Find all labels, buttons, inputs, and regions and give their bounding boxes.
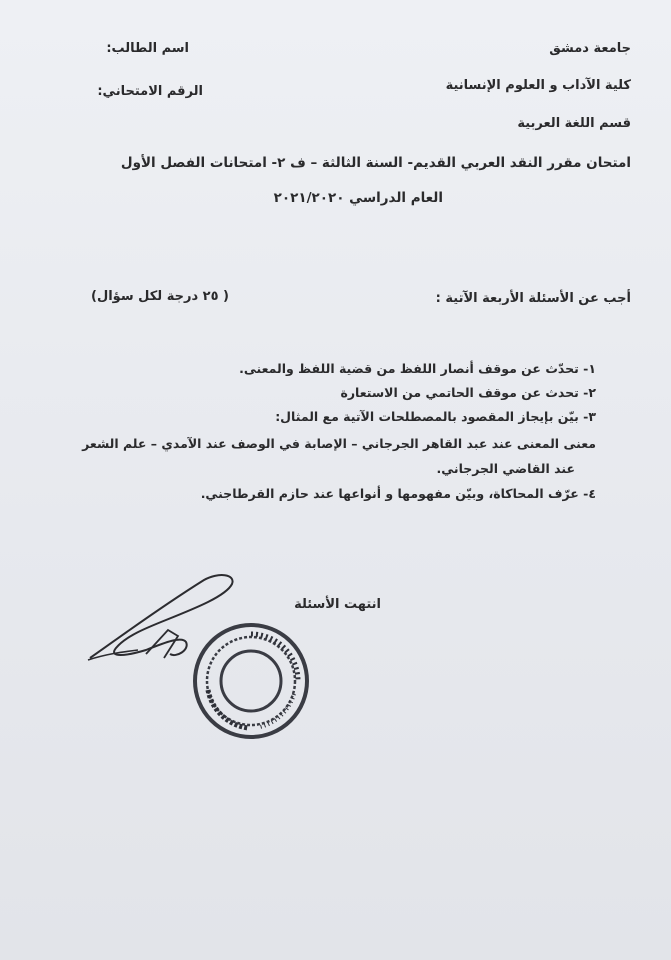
question-1: ١- تحدّث عن موقف أنصار اللفظ من قضية اللفظ والمعنى.: [239, 361, 596, 376]
question-2: ٢- تحدث عن موقف الحاتمي من الاستعارة: [340, 385, 596, 400]
department-name: قسم اللغة العربية: [517, 116, 631, 131]
university-name: جامعة دمشق: [549, 41, 631, 56]
exam-title: امتحان مقرر النقد العربي القديم- السنة الثالثة – ف ٢- امتحانات الفصل الأول: [120, 155, 631, 171]
faculty-name: كلية الآداب و العلوم الإنسانية: [445, 78, 631, 93]
student-name-label: اسم الطالب:: [106, 41, 189, 56]
end-of-questions: انتهت الأسئلة: [294, 597, 381, 612]
question-4: ٤- عرّف المحاكاة، وبيّن مفهومها و أنواعها عند حازم القرطاجني.: [200, 486, 596, 501]
exam-number-label: الرقم الامتحاني:: [97, 84, 203, 99]
question-3: ٣- بيّن بإيجاز المقصود بالمصطلحات الآتية مع المثال:: [275, 409, 596, 424]
instructions-text: أجب عن الأسئلة الأربعة الآتية :: [435, 291, 631, 306]
official-seal-stamp: [190, 620, 312, 742]
grade-note: ( ٢٥ درجة لكل سؤال): [91, 289, 229, 304]
question-3-terms-continued: عند القاضي الجرجاني.: [436, 461, 575, 476]
question-3-terms: معنى المعنى عند عبد القاهر الجرجاني – الإصابة في الوصف عند الآمدي – علم الشعر: [82, 436, 596, 451]
academic-year: العام الدراسي ٢٠٢١/٢٠٢٠: [273, 190, 443, 206]
